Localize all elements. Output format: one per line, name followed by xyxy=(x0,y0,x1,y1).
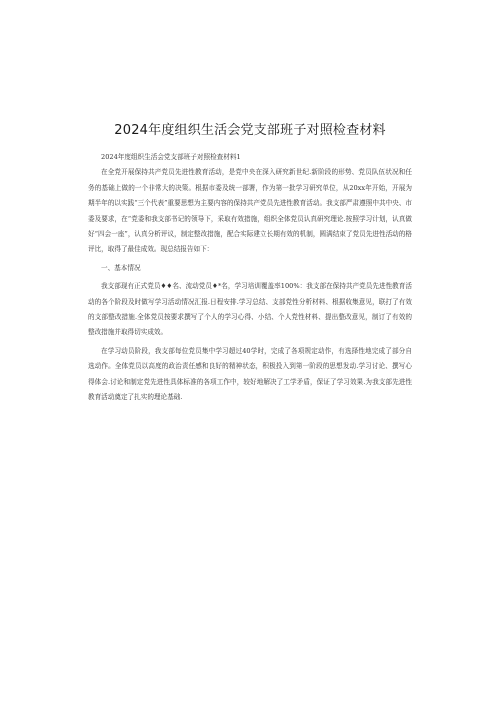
paragraph-study-stage: 在学习动员阶段，我支部每位党员集中学习超过40学时，完成了各项规定动作，有选择性地完成了部分自选动作。全体党员以高度的政治责任感和良好的精神状态，积极投入到第一阶段的思想发动.学习讨论、撰写心得体会.讨论和制定党先进性具体标准的各项工作中，较好地解决了工学矛盾，保证了学习效果.为我支部先进性教育活动奠定了扎实的理论基础. xyxy=(88,346,412,402)
document-body xyxy=(88,150,412,406)
paragraph-basic-info: 我支部现有正式党员♦♦名、流动党员♦*名，学习培训覆盖率100%：我支部在保持共产党员先进性教育活动的各个阶段及时做写学习活动情况汇报.日程安排.学习总结、支部党性分析材料、根据收集意见，联打了有效的支部整改措施.全体党员按要求撰写了个人的学习心得、小结、个人党性材料、提出整改意见，制订了有效的整改措施并取得切实成效。 xyxy=(88,282,412,337)
document-title: 2024年度组织生活会党支部班子对照检查材料 xyxy=(114,123,386,138)
document-subtitle: 2024年度组织生活会党支部班子对照检查材料1 xyxy=(101,153,241,161)
section-heading: 一、基本情况 xyxy=(101,263,141,272)
paragraph-intro: 在全党开展保持共产党员先进性教育活动，是党中央在深入研究新世纪.新阶段的形势、党员队伍状况和任务的基础上做的一个非常大的决策。根据市委及统一部署，作为第一批学习研究单位，从20xx年开始，开展为期半年的以实践“三个代表”重要思想为主要内容的保持共产党员先进性教育活动。我支部严肃遵照中共中央、市委及要求，在“党委和我支部书记的领导下，采取有效措施，组织全体党员认真研究理论.按照学习计划，认真做好“四会一座”，认真分析评议，制定整改措施，配合实际建立长期有效的机制，圆满结束了党员先进性活动的格评比，取得了最佳成效。现总结报告如下： xyxy=(88,168,412,254)
